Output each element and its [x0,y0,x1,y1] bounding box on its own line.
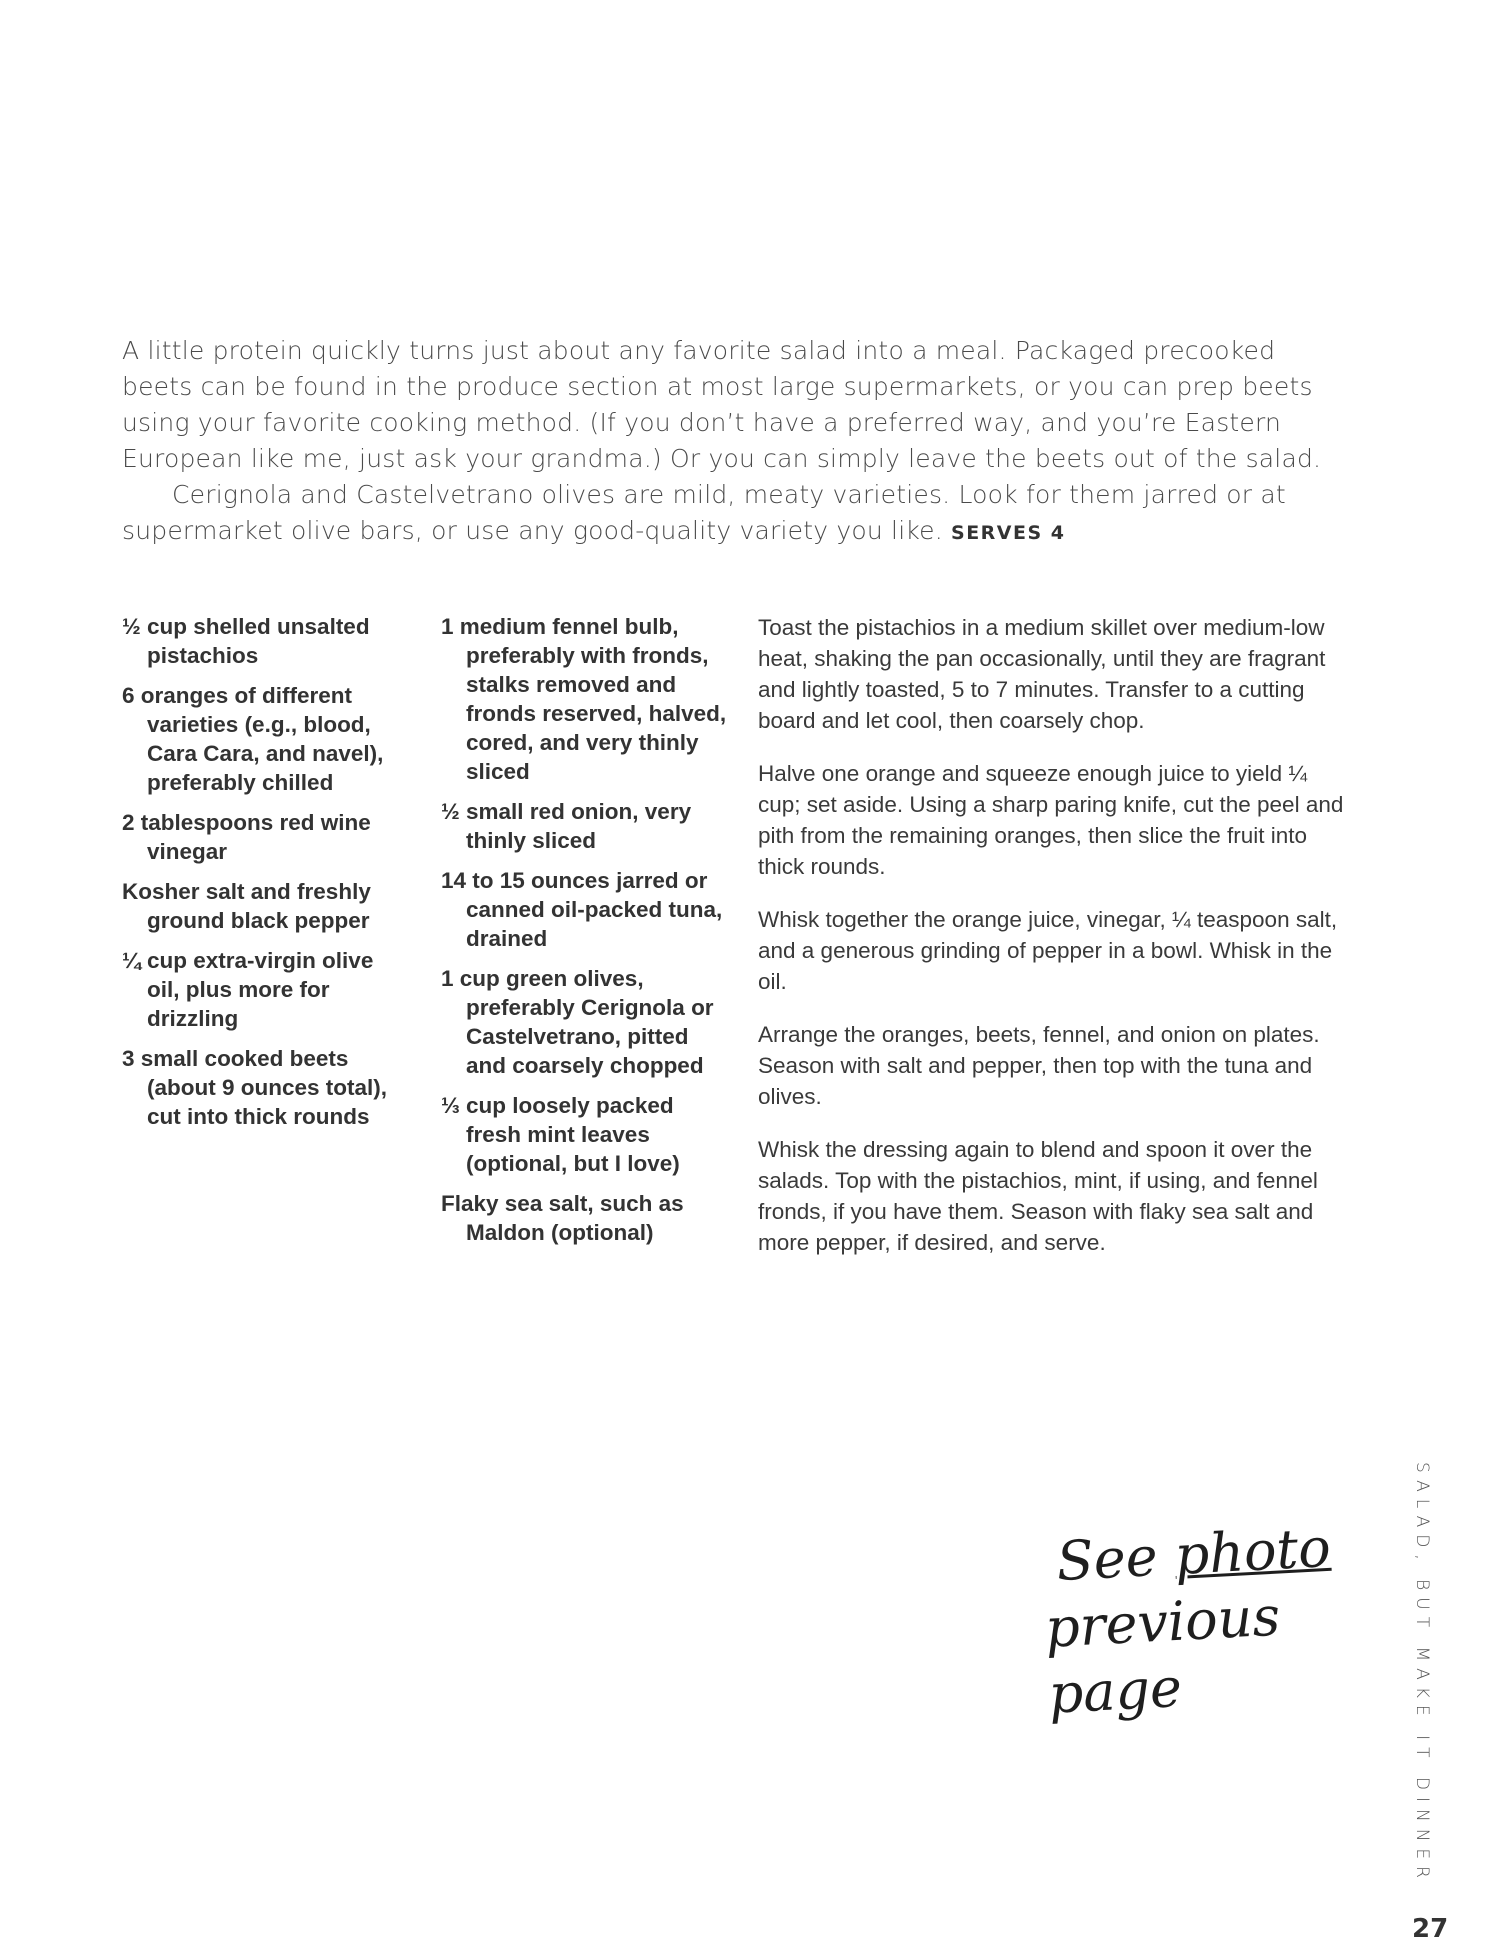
ingredients-column-2 [441,612,731,1258]
method-step: Halve one orange and squeeze enough juice to yield ¼ cup; set aside. Using a sharp paring knife, cut the peel and pith from the remaining oranges, then slice the fruit into thick rounds. [758,761,1344,879]
ingredient-item: ¼ cup extra-virgin olive oil, plus more for drizzling [122,948,374,1031]
running-head: SALAD, BUT MAKE IT DINNER [1412,1462,1432,1885]
handwritten-note-line-2: previous page [1043,1584,1282,1726]
ingredient-item: 2 tablespoons red wine vinegar [122,810,371,864]
headnote-paragraph-2 [122,477,1322,551]
ingredient-item: 1 medium fennel bulb, preferably with fronds, stalks removed and fronds reserved, halved, cored, and very thinly sliced [441,614,727,784]
ingredient-item: 14 to 15 ounces jarred or canned oil-packed tuna, drained [441,868,723,951]
ingredient-item: ½ small red onion, very thinly sliced [441,799,692,853]
method-step: Arrange the oranges, beets, fennel, and onion on plates. Season with salt and pepper, then top with the tuna and olives. [758,1022,1320,1109]
ingredient-item: 6 oranges of different varieties (e.g., blood, Cara Cara, and navel), preferably chilled [122,683,384,795]
method-step: Whisk the dressing again to blend and spoon it over the salads. Top with the pistachios, mint, if using, and fennel fronds, if you have them. Season with flaky sea salt and more pepper, if desired, and serve. [758,1137,1318,1255]
ingredient-item: 1 cup green olives, preferably Cerignola or Castelvetrano, pitted and coarsely chopped [441,966,714,1078]
handwritten-see: See [1055,1524,1160,1594]
page-number: 27 [1412,1914,1449,1944]
recipe-headnote [122,333,1322,551]
method-step: Whisk together the orange juice, vinegar, ¼ teaspoon salt, and a generous grinding of pepper in a bowl. Whisk in the oil. [758,907,1338,994]
method-step: Toast the pistachios in a medium skillet over medium-low heat, shaking the pan occasionally, until they are fragrant and lightly toasted, 5 to 7 minutes. Transfer to a cutting board and let cool, then coarsely chop. [758,615,1326,733]
ingredients-column-1 [122,612,412,1142]
serves-label: SERVES 4 [951,522,1066,544]
headnote-paragraph-1: A little protein quickly turns just about any favorite salad into a meal. Packaged precooked beets can be found in the produce section at most large supermarkets, or you can prep beets using your favorite cooking method. (If you don’t have a preferred way, and you’re Eastern European like me, just ask your grandma.) Or you can simply leave the beets out of the salad. [122,336,1322,473]
handwritten-note [1040,1514,1350,1727]
handwritten-photo: photo [1172,1515,1333,1587]
ingredient-item: 3 small cooked beets (about 9 ounces total), cut into thick rounds [122,1046,388,1129]
ingredient-item: Kosher salt and freshly ground black pepper [122,879,371,933]
ingredient-item: ⅓ cup loosely packed fresh mint leaves (optional, but I love) [441,1093,680,1176]
headnote-paragraph-2-text: Cerignola and Castelvetrano olives are mild, meaty varieties. Look for them jarred or at supermarket olive bars, or use any good-quality variety you like. [122,480,1286,545]
method-column [758,612,1348,1280]
ingredient-item: ½ cup shelled unsalted pistachios [122,614,370,668]
ingredient-item: Flaky sea salt, such as Maldon (optional) [441,1191,684,1245]
